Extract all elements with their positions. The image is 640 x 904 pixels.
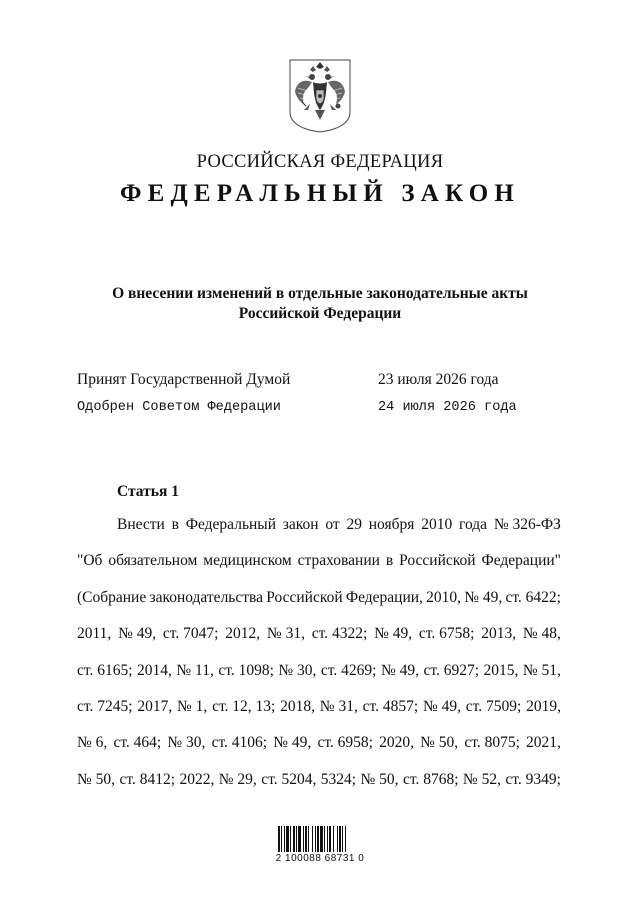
law-subject xyxy=(60,284,580,324)
article-word: медицинском xyxy=(203,552,292,570)
article-word: № 31, xyxy=(266,625,305,643)
article-word: 2012, xyxy=(225,625,261,643)
barcode-number: 2 100088 68731 0 xyxy=(275,853,365,864)
article-word: ст. 8412; xyxy=(119,770,176,788)
article-word: № 49, xyxy=(422,697,461,715)
article-word: ст. 7047; xyxy=(162,625,219,643)
article-word: страховании xyxy=(297,552,380,570)
article-word: (Собрание xyxy=(77,588,147,606)
article-word: ст. 8075; xyxy=(464,734,520,752)
article-word: 2011, xyxy=(77,625,112,643)
article-word: ст. 6422; xyxy=(505,588,561,606)
article-word: 29 xyxy=(346,516,362,533)
article-word: 2020, xyxy=(379,734,414,752)
article-word: ст. 4322; xyxy=(311,625,368,643)
article-word: ст. 6958; xyxy=(317,734,373,752)
article-word: № 326-ФЗ xyxy=(493,516,561,533)
article-word: 2014, xyxy=(137,661,172,679)
article-word: "Об xyxy=(77,552,103,570)
article-word: 2022, xyxy=(179,770,215,788)
article-word: от xyxy=(325,516,340,533)
article-line xyxy=(77,552,561,588)
article-word: № 50, xyxy=(77,770,116,788)
article-word: Федерации" xyxy=(481,552,561,570)
article-word: 2021, xyxy=(526,734,561,752)
article-word: ст. 4857; xyxy=(362,697,419,715)
article-word: № 29, xyxy=(218,770,257,788)
article-word: № 30, xyxy=(278,661,317,679)
article-word: Федеральный xyxy=(185,516,277,533)
article-body xyxy=(77,516,561,807)
article-word: № 49, xyxy=(273,734,312,752)
article-word: ст. 4269; xyxy=(320,661,377,679)
article-title: Статья 1 xyxy=(117,483,179,500)
article-word: в xyxy=(171,516,179,533)
article-word: в xyxy=(385,552,394,570)
article-word: № 49, xyxy=(118,625,157,643)
article-word: ст. 4106; xyxy=(211,734,268,752)
approved-by-council-date: 24 июля 2026 года xyxy=(378,400,517,415)
article-word: 5324; xyxy=(320,770,357,788)
article-word: Внести xyxy=(117,516,165,533)
adopted-by-duma-label: Принят Государственной Думой xyxy=(77,371,291,388)
article-word: ст. 1098; xyxy=(218,661,274,679)
article-word: ст. 8768; xyxy=(402,770,459,788)
article-word: 2018, xyxy=(280,697,316,715)
article-word: № 1, xyxy=(176,697,208,715)
article-word: ноября xyxy=(368,516,415,533)
article-word: № 11, xyxy=(176,661,214,679)
country-heading: РОССИЙСКАЯ ФЕДЕРАЦИЯ xyxy=(196,152,444,172)
approved-by-council-label: Одобрен Советом Федерации xyxy=(77,400,281,415)
article-word: ст. 9349; xyxy=(505,770,561,788)
article-word: 2019, xyxy=(526,697,561,715)
law-subject-line-1: О внесении изменений в отдельные законодательные акты xyxy=(112,285,528,302)
article-word: № 49, xyxy=(374,625,413,643)
article-word: обязательном xyxy=(108,552,198,570)
article-line xyxy=(77,771,561,807)
article-line xyxy=(77,589,561,625)
article-word: № 48, xyxy=(522,625,561,643)
article-word: ст. 5204, xyxy=(261,770,317,788)
article-word: № 51, xyxy=(522,661,561,679)
article-word: законодательства xyxy=(149,588,264,606)
coat-of-arms-emblem xyxy=(288,58,352,134)
article-word: № 30, xyxy=(167,734,206,752)
article-word: ст. 6758; xyxy=(418,625,475,643)
article-word: № 49, xyxy=(464,588,503,606)
article-word: года xyxy=(458,516,488,533)
article-word: ст. 6927; xyxy=(423,661,480,679)
article-word: Российской xyxy=(399,552,476,570)
article-word: Российской xyxy=(266,588,343,606)
article-word: 2017, xyxy=(137,697,173,715)
article-word: ст. 7509; xyxy=(465,697,522,715)
law-title: ФЕДЕРАЛЬНЫЙ ЗАКОН xyxy=(119,180,521,207)
article-line xyxy=(77,625,561,661)
article-line xyxy=(77,662,561,698)
law-subject-line-2: Российской Федерации xyxy=(238,305,402,322)
adopted-by-duma-date: 23 июля 2026 года xyxy=(378,371,499,388)
article-word: ст. 7245; xyxy=(77,697,133,715)
article-word: ст. 464; xyxy=(113,734,162,752)
article-word: ст. 6165; xyxy=(77,661,133,679)
article-word: № 49, xyxy=(380,661,419,679)
article-word: № 50, xyxy=(360,770,399,788)
article-word: № 31, xyxy=(319,697,358,715)
article-word: закон xyxy=(282,516,319,533)
article-line xyxy=(77,516,561,552)
article-word: 2013, xyxy=(481,625,517,643)
article-word: ст. 12, 13; xyxy=(212,697,276,715)
article-word: 2015, xyxy=(483,661,519,679)
article-line xyxy=(77,734,561,770)
article-word: № 52, xyxy=(462,770,501,788)
russian-coat-of-arms-icon xyxy=(288,58,352,134)
article-word: Федерации, xyxy=(345,588,423,606)
article-word: 2010 xyxy=(421,516,453,533)
article-word: 2010, xyxy=(426,588,461,606)
barcode-icon xyxy=(278,826,362,852)
article-word: № 50, xyxy=(420,734,459,752)
article-word: № 6, xyxy=(77,734,108,752)
article-line xyxy=(77,698,561,734)
